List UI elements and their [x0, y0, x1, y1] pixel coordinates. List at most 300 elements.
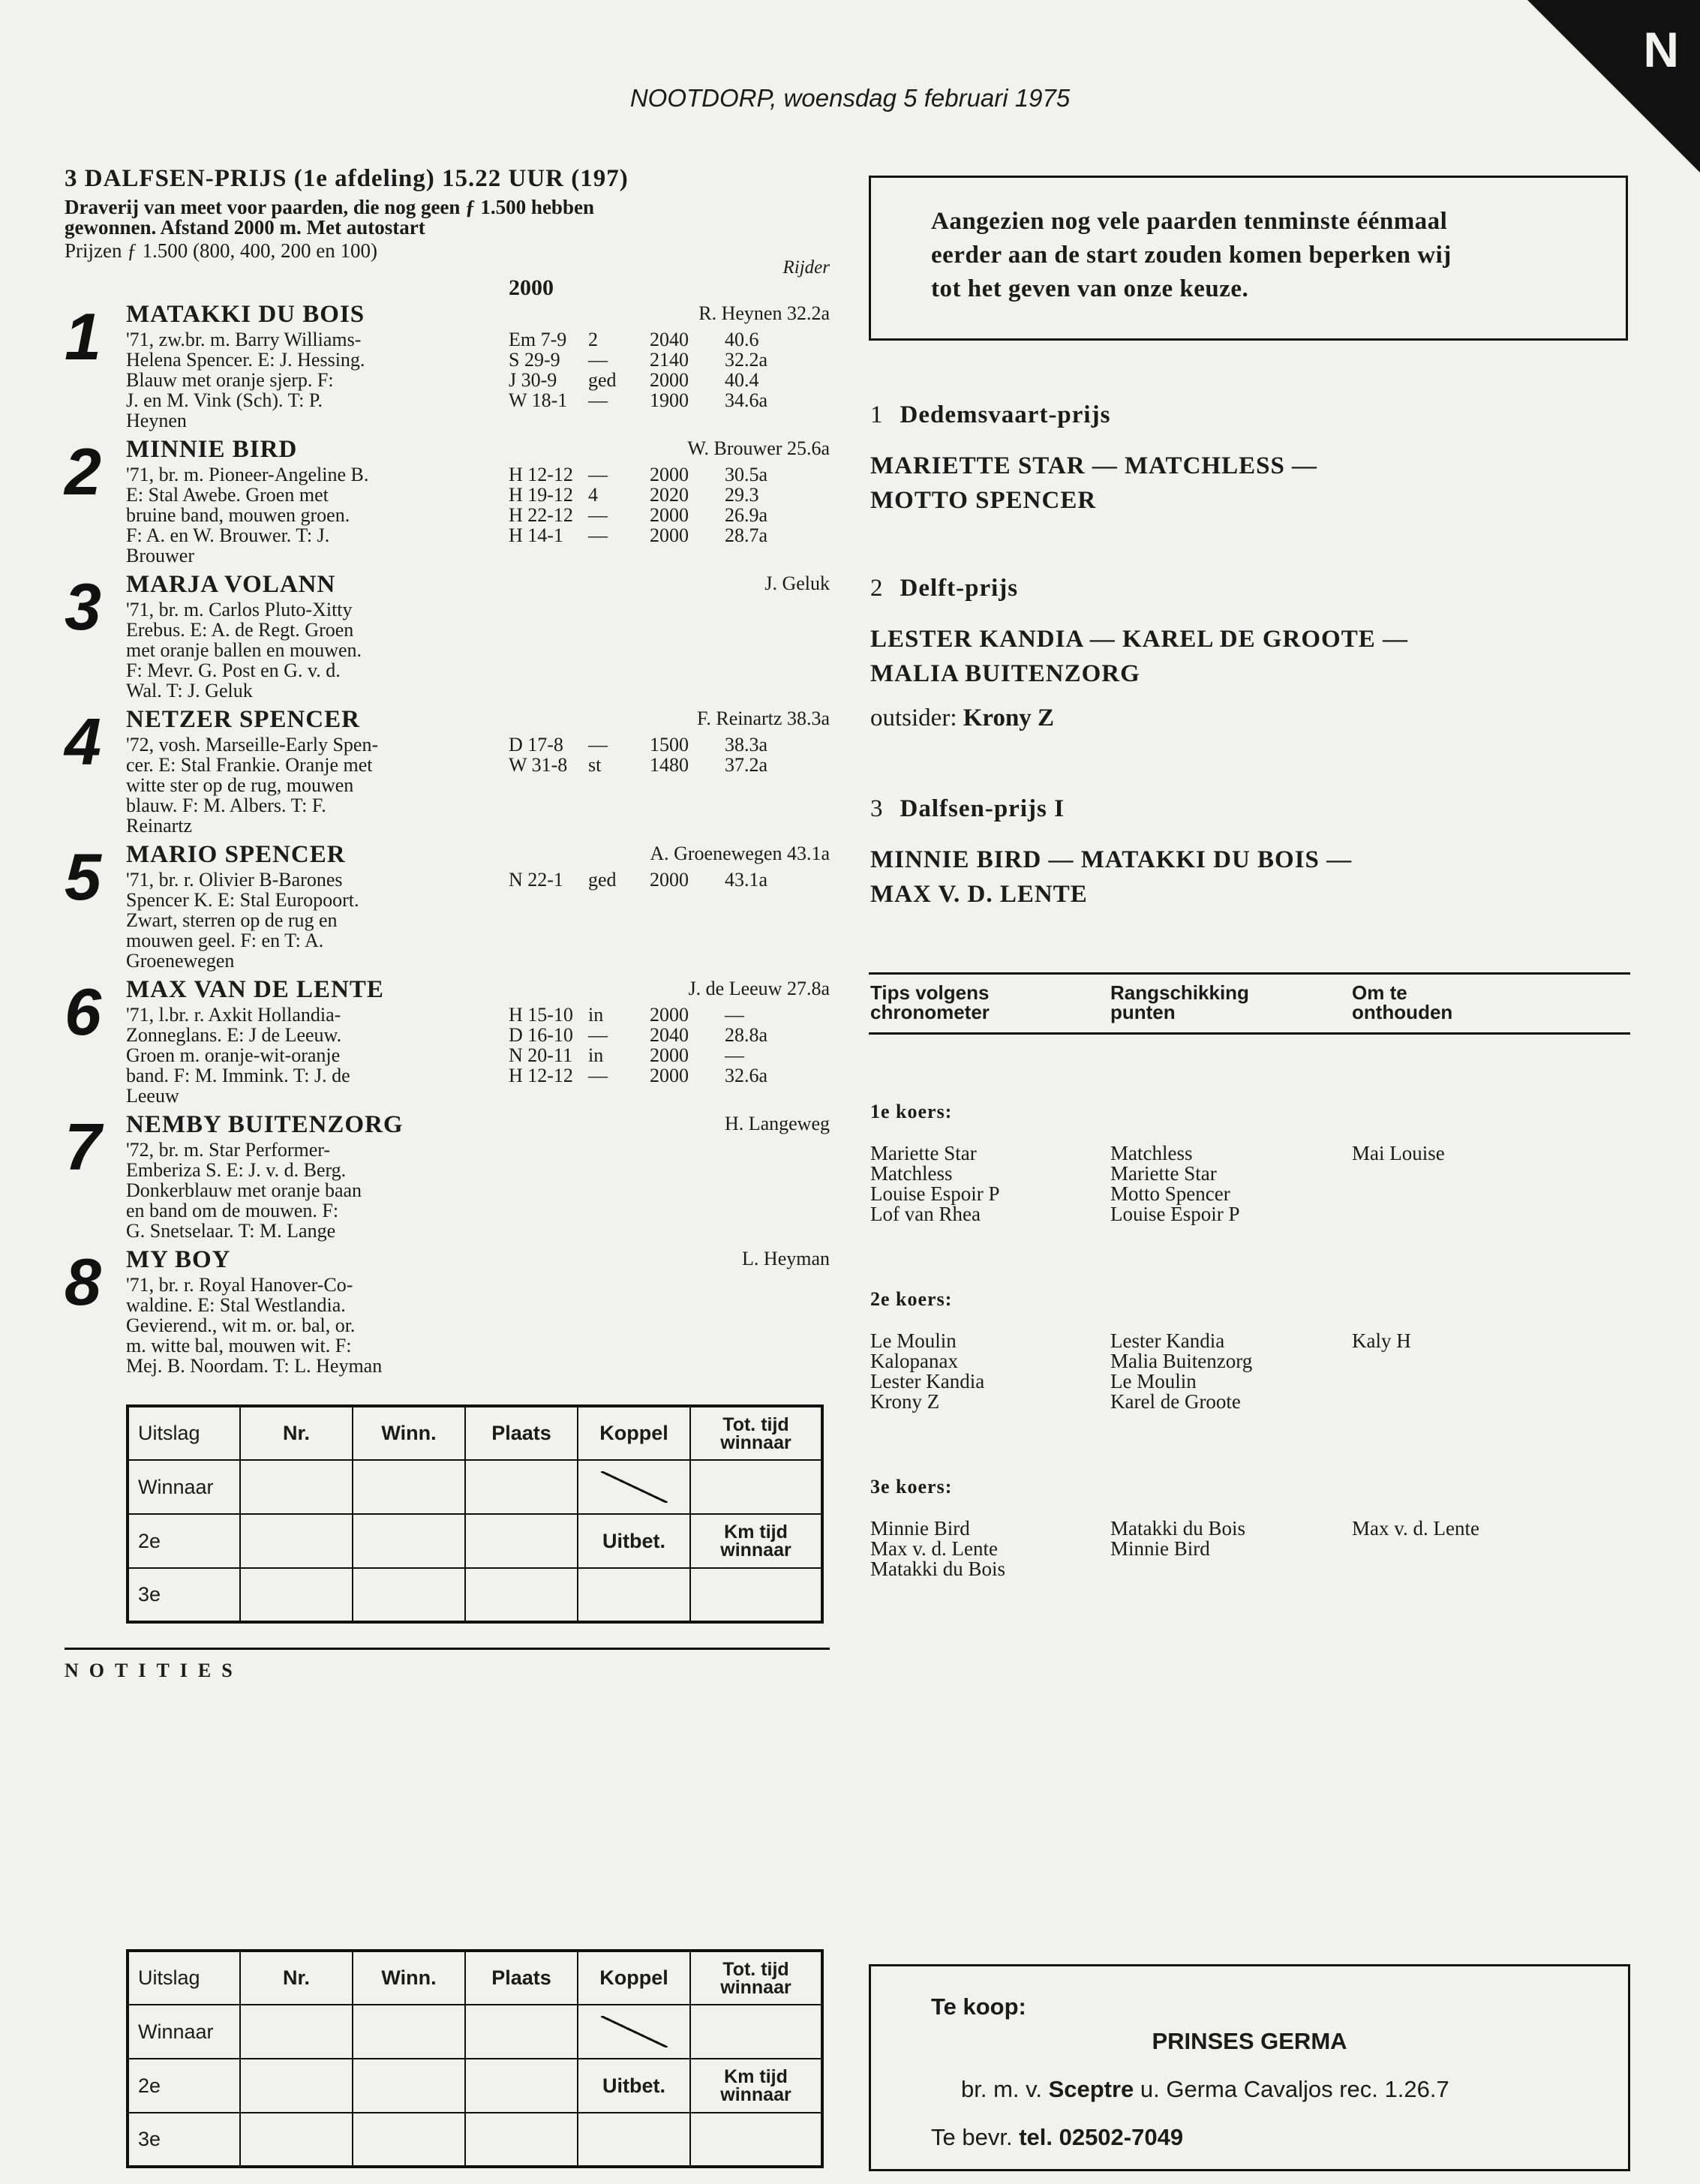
cell — [465, 1514, 578, 1568]
run-cell: — — [588, 1024, 608, 1046]
cell — [690, 1460, 822, 1514]
horse-runs — [509, 735, 830, 775]
horse-number: 7 — [65, 1110, 101, 1184]
tips-header-line: Om te — [1352, 981, 1407, 1004]
selection-name: Dedemsvaart-prijs — [900, 401, 1111, 428]
cell — [465, 1568, 578, 1622]
advertisement-box — [869, 1964, 1630, 2171]
horse-entry — [65, 571, 830, 706]
koers-title: 2e koers: — [870, 1288, 953, 1310]
run-cell: 32.2a — [725, 349, 768, 371]
horse-description-line: Helena Spencer. E: J. Hessing. — [126, 349, 365, 371]
horse-description-line: cer. E: Stal Frankie. Oranje met — [126, 754, 373, 776]
run-cell: W 31-8 — [509, 754, 568, 776]
tips-chronometer — [870, 1519, 1005, 1579]
selection-title — [870, 401, 1628, 429]
horse-description-line: Leeuw — [126, 1085, 179, 1107]
col-winn: Winn. — [353, 1951, 465, 2005]
horse-description-line: '71, br. m. Pioneer-Angeline B. — [126, 464, 369, 485]
run-cell: — — [588, 734, 608, 756]
horse-number: 2 — [65, 434, 101, 509]
selection-pick: LESTER KANDIA — KAREL DE GROOTE — — [870, 626, 1408, 653]
horse-description-line: '71, br. r. Olivier B-Barones — [126, 869, 343, 891]
tip-horse: Louise Espoir P — [1110, 1203, 1240, 1225]
run-row — [509, 1025, 830, 1045]
run-cell: 40.4 — [725, 369, 759, 391]
ad-text: br. m. v. — [961, 2076, 1049, 2102]
horse-entry — [65, 976, 830, 1111]
run-row — [509, 350, 830, 370]
horse-rider: H. Langeweg — [724, 1113, 830, 1134]
horse-rider: F. Reinartz 38.3a — [697, 707, 830, 729]
ad-contact — [931, 2124, 1183, 2151]
run-row — [509, 1045, 830, 1065]
run-cell: 4 — [588, 484, 598, 506]
run-cell: 30.5a — [725, 464, 768, 485]
run-row — [509, 370, 830, 390]
col-nr: Nr. — [240, 1951, 353, 2005]
row-3e: 3e — [128, 1568, 240, 1622]
tip-horse: Matchless — [1110, 1142, 1193, 1164]
col-nr: Nr. — [240, 1406, 353, 1460]
run-row — [509, 390, 830, 410]
tips-onthouden — [1352, 1331, 1411, 1351]
cell — [465, 2059, 578, 2113]
tips-header-chronometer — [870, 983, 990, 1022]
horse-description-line: '72, vosh. Marseille-Early Spen- — [126, 734, 379, 756]
run-cell: — — [588, 349, 608, 371]
horse-number: 6 — [65, 975, 101, 1049]
run-row — [509, 464, 830, 485]
uitbet-label: Uitbet. — [578, 1514, 690, 1568]
horse-description-line: Groenewegen — [126, 950, 235, 972]
divider — [869, 1032, 1630, 1035]
race-program — [65, 165, 830, 1381]
run-cell: 1900 — [650, 389, 689, 411]
cell — [240, 1568, 353, 1622]
tips-header-line: chronometer — [870, 1001, 990, 1023]
horse-entry — [65, 1246, 830, 1381]
horse-description-line: F: A. en W. Brouwer. T: J. — [126, 524, 330, 546]
run-cell: W 18-1 — [509, 389, 568, 411]
horse-description-line: Blauw met oranje sjerp. F: — [126, 369, 334, 391]
horse-description-line: Spencer K. E: Stal Europoort. — [126, 889, 359, 911]
row-3e: 3e — [128, 2113, 240, 2167]
run-cell: 29.3 — [725, 484, 759, 506]
horse-description-line: Emberiza S. E: J. v. d. Berg. — [126, 1159, 347, 1181]
horse-description-line: '71, zw.br. m. Barry Williams- — [126, 329, 362, 350]
horse-description-line: waldine. E: Stal Westlandia. — [126, 1294, 346, 1316]
col-uitslag: Uitslag — [128, 1406, 240, 1460]
cell — [465, 2005, 578, 2059]
koers-3 — [870, 1476, 1628, 1580]
horse-description-line: mouwen geel. F: en T: A. — [126, 930, 324, 951]
race-description-line: Draverij van meet voor paarden, die nog geen ƒ 1.500 hebben — [65, 196, 594, 218]
koppel-slash — [578, 1460, 690, 1514]
horse-number: 4 — [65, 704, 101, 779]
tip-horse: Matakki du Bois — [1110, 1517, 1245, 1540]
tips-header-punten — [1110, 983, 1249, 1022]
horse-description-line: bruine band, mouwen groen. — [126, 504, 350, 526]
ad-phone: tel. 02502-7049 — [1019, 2124, 1184, 2150]
horse-runs — [509, 870, 830, 890]
horse-description-line: en band om de mouwen. F: — [126, 1200, 339, 1221]
col-plaats: Plaats — [465, 1406, 578, 1460]
tips-punten — [1110, 1143, 1240, 1224]
notice-line: tot het geven van onze keuze. — [931, 275, 1249, 302]
run-cell: — — [588, 524, 608, 546]
horse-runs — [509, 329, 830, 410]
selection-number: 2 — [870, 575, 884, 602]
horse-description-line: Zonneglans. E: J de Leeuw. — [126, 1024, 342, 1046]
outsider — [870, 704, 1628, 732]
tip-horse: Matchless — [870, 1162, 953, 1185]
ad-heading: Te koop: — [931, 1993, 1026, 2020]
row-winnaar: Winnaar — [128, 2005, 240, 2059]
selection-name: Dalfsen-prijs I — [900, 795, 1065, 822]
run-cell: in — [588, 1044, 604, 1066]
run-cell: — — [588, 464, 608, 485]
horse-entry — [65, 841, 830, 976]
cell — [353, 2059, 465, 2113]
run-row — [509, 735, 830, 755]
row-winnaar: Winnaar — [128, 1460, 240, 1514]
cell — [578, 1568, 690, 1622]
run-cell: N 20-11 — [509, 1044, 572, 1066]
horse-entry — [65, 1111, 830, 1246]
race-description — [65, 197, 830, 238]
run-cell: 2 — [588, 329, 598, 350]
horse-description-line: '71, br. m. Carlos Pluto-Xitty — [126, 599, 353, 620]
cell — [578, 2113, 690, 2167]
tip-horse: Mariette Star — [870, 1142, 977, 1164]
horse-description-line: Heynen — [126, 410, 187, 431]
tip-horse: Krony Z — [870, 1390, 940, 1413]
ad-text: Te bevr. — [931, 2124, 1020, 2150]
result-table — [126, 1949, 824, 2168]
koers-title: 3e koers: — [870, 1476, 953, 1498]
horse-description-line: m. witte bal, mouwen wit. F: — [126, 1335, 352, 1356]
cell — [690, 2005, 822, 2059]
horse-description-line: Groen m. oranje-wit-oranje — [126, 1044, 341, 1066]
horse-rider: J. de Leeuw 27.8a — [688, 978, 830, 999]
selection-3 — [870, 795, 1628, 912]
horse-name: NEMBY BUITENZORG — [126, 1111, 404, 1138]
run-cell: 38.3a — [725, 734, 768, 756]
run-cell: 2000 — [650, 1044, 689, 1066]
horse-name: NETZER SPENCER — [126, 706, 360, 733]
col-plaats: Plaats — [465, 1951, 578, 2005]
horse-rider: R. Heynen 32.2a — [698, 302, 830, 324]
tip-horse: Matakki du Bois — [870, 1558, 1005, 1580]
koppel-slash — [578, 2005, 690, 2059]
run-cell: 2000 — [650, 869, 689, 891]
run-cell: Em 7-9 — [509, 329, 567, 350]
horse-description-line: E: Stal Awebe. Groen met — [126, 484, 329, 506]
tip-horse: Le Moulin — [870, 1329, 957, 1352]
run-cell: H 14-1 — [509, 524, 563, 546]
cell — [690, 1568, 822, 1622]
horse-description-line: Wal. T: J. Geluk — [126, 680, 253, 701]
selection-title — [870, 575, 1628, 602]
horse-runs — [509, 1005, 830, 1086]
horse-description-line: band. F: M. Immink. T: J. de — [126, 1065, 350, 1086]
horse-entry — [65, 301, 830, 436]
tip-horse: Kalopanax — [870, 1350, 958, 1372]
run-cell: H 12-12 — [509, 1065, 573, 1086]
run-cell: 2000 — [650, 1065, 689, 1086]
horse-runs — [509, 464, 830, 545]
horse-entry — [65, 706, 830, 841]
horse-description — [126, 1275, 576, 1376]
koers-2 — [870, 1288, 1628, 1413]
run-cell: 2000 — [650, 1004, 689, 1026]
col-tot-tijd: Tot. tijd winnaar — [690, 1406, 822, 1460]
horse-number: 5 — [65, 840, 101, 914]
selection-pick: MINNIE BIRD — MATAKKI DU BOIS — — [870, 846, 1353, 873]
ad-horse-name: PRINSES GERMA — [1152, 2028, 1347, 2054]
run-cell: 40.6 — [725, 329, 759, 350]
horse-description-line: G. Snetselaar. T: M. Lange — [126, 1220, 336, 1242]
tip-horse: Malia Buitenzorg — [1110, 1350, 1253, 1372]
selection-number: 1 — [870, 401, 884, 428]
run-cell: H 12-12 — [509, 464, 573, 485]
run-cell: 28.7a — [725, 524, 768, 546]
uitbet-label: Uitbet. — [578, 2059, 690, 2113]
cell — [240, 2059, 353, 2113]
run-row — [509, 870, 830, 890]
run-cell: — — [588, 389, 608, 411]
run-cell: 43.1a — [725, 869, 768, 891]
horse-name: MAX VAN DE LENTE — [126, 976, 384, 1003]
col-koppel: Koppel — [578, 1951, 690, 2005]
selection-name: Delft-prijs — [900, 575, 1019, 602]
tip-horse: Minnie Bird — [1110, 1537, 1210, 1560]
col-tot-tijd: Tot. tijd winnaar — [690, 1951, 822, 2005]
selection-number: 3 — [870, 795, 884, 822]
selection-pick: MOTTO SPENCER — [870, 487, 1097, 514]
rider-column-label: Rijder — [782, 257, 830, 278]
run-row — [509, 1005, 830, 1025]
horse-number: 8 — [65, 1245, 101, 1319]
horse-name: MARJA VOLANN — [126, 571, 336, 598]
tips-punten — [1110, 1519, 1245, 1559]
run-cell: 26.9a — [725, 504, 768, 526]
col-uitslag: Uitslag — [128, 1951, 240, 2005]
run-cell: S 29-9 — [509, 349, 560, 371]
run-row — [509, 329, 830, 350]
ad-sire: Sceptre — [1048, 2076, 1134, 2102]
run-cell: 32.6a — [725, 1065, 768, 1086]
run-cell: 28.8a — [725, 1024, 768, 1046]
ad-text: u. Germa Cavaljos rec. 1.26.7 — [1134, 2076, 1449, 2102]
run-cell: H 15-10 — [509, 1004, 573, 1026]
run-cell: 1500 — [650, 734, 689, 756]
selection-pick: MAX V. D. LENTE — [870, 881, 1088, 908]
run-cell: — — [725, 1004, 744, 1026]
selection-title — [870, 795, 1628, 823]
ad-pedigree — [961, 2076, 1449, 2103]
selection-1 — [870, 401, 1628, 518]
notes-heading: NOTITIES — [65, 1660, 243, 1681]
run-cell: st — [588, 754, 602, 776]
horse-number: 3 — [65, 569, 101, 644]
koers-1 — [870, 1101, 1628, 1225]
tip-horse: Minnie Bird — [870, 1517, 970, 1540]
horse-description-line: Brouwer — [126, 545, 194, 566]
km-tijd-label: Km tijd winnaar — [690, 2059, 822, 2113]
horse-entry — [65, 436, 830, 571]
horse-name: MINNIE BIRD — [126, 436, 298, 463]
divider — [869, 972, 1630, 975]
horse-description-line: Zwart, sterren op de rug en — [126, 909, 338, 931]
page-header: NOOTDORP, woensdag 5 februari 1975 — [629, 84, 1071, 112]
run-row — [509, 505, 830, 525]
run-cell: — — [588, 1065, 608, 1086]
cell — [690, 2113, 822, 2167]
tip-horse: Mariette Star — [1110, 1162, 1217, 1185]
tips-header-line: Tips volgens — [870, 981, 990, 1004]
run-cell: D 17-8 — [509, 734, 563, 756]
cell — [353, 1568, 465, 1622]
run-cell: ged — [588, 369, 617, 391]
horse-description-line: Erebus. E: A. de Regt. Groen — [126, 619, 354, 641]
run-cell: in — [588, 1004, 604, 1026]
result-table — [126, 1404, 824, 1624]
tips-header-line: onthouden — [1352, 1001, 1453, 1023]
race-distance: 2000 — [509, 275, 554, 300]
run-cell: 2040 — [650, 1024, 689, 1046]
row-2e: 2e — [128, 1514, 240, 1568]
run-cell: — — [725, 1044, 744, 1066]
outsider-label: outsider: — [870, 704, 957, 732]
tip-horse: Max v. d. Lente — [1352, 1517, 1479, 1540]
cell — [240, 1460, 353, 1514]
horse-rider: J. Geluk — [764, 572, 830, 594]
horse-description-line: Mej. B. Noordam. T: L. Heyman — [126, 1355, 383, 1377]
horse-description-line: blauw. F: M. Albers. T: F. — [126, 795, 326, 816]
horse-description-line: '71, br. r. Royal Hanover-Co- — [126, 1274, 353, 1296]
tip-horse: Lof van Rhea — [870, 1203, 981, 1225]
tips-header-onthouden — [1352, 983, 1452, 1022]
horse-name: MARIO SPENCER — [126, 841, 346, 868]
run-cell: H 19-12 — [509, 484, 573, 506]
run-row — [509, 525, 830, 545]
run-cell: 2000 — [650, 464, 689, 485]
horse-rider: A. Groenewegen 43.1a — [650, 843, 830, 864]
run-cell: 1480 — [650, 754, 689, 776]
cell — [240, 2113, 353, 2167]
horse-description-line: F: Mevr. G. Post en G. v. d. — [126, 659, 341, 681]
tip-horse: Le Moulin — [1110, 1370, 1197, 1392]
tip-horse: Max v. d. Lente — [870, 1537, 998, 1560]
horse-description — [126, 1140, 576, 1241]
cell — [353, 1460, 465, 1514]
tips-chronometer — [870, 1331, 984, 1412]
notice-line: Aangezien nog vele paarden tenminste éénmaal — [931, 208, 1448, 235]
notice-line: eerder aan de start zouden komen beperken wij — [931, 242, 1452, 269]
run-cell: 2000 — [650, 504, 689, 526]
tip-horse: Louise Espoir P — [870, 1182, 1000, 1205]
cell — [353, 2113, 465, 2167]
tip-horse: Lester Kandia — [1110, 1329, 1225, 1352]
tips-onthouden — [1352, 1143, 1445, 1164]
selection-pick: MALIA BUITENZORG — [870, 660, 1140, 687]
run-row — [509, 1065, 830, 1086]
run-cell: D 16-10 — [509, 1024, 573, 1046]
run-cell: 37.2a — [725, 754, 768, 776]
tip-horse: Motto Spencer — [1110, 1182, 1230, 1205]
run-row — [509, 755, 830, 775]
run-cell: ged — [588, 869, 617, 891]
col-koppel: Koppel — [578, 1406, 690, 1460]
race-description-line: gewonnen. Afstand 2000 m. Met autostart — [65, 216, 425, 239]
col-winn: Winn. — [353, 1406, 465, 1460]
corner-letter: N — [1643, 22, 1679, 77]
run-cell: — — [588, 504, 608, 526]
cell — [353, 2005, 465, 2059]
cell — [465, 2113, 578, 2167]
race-title: 3 DALFSEN-PRIJS (1e afdeling) 15.22 UUR (197) — [65, 165, 629, 192]
km-tijd-label: Km tijd winnaar — [690, 1514, 822, 1568]
cell — [465, 1460, 578, 1514]
horse-description-line: Reinartz — [126, 815, 193, 837]
row-2e: 2e — [128, 2059, 240, 2113]
run-cell: 2140 — [650, 349, 689, 371]
tip-horse: Lester Kandia — [870, 1370, 985, 1392]
horse-description-line: Gevierend., wit m. or. bal, or. — [126, 1314, 356, 1336]
race-prize: Prijzen ƒ 1.500 (800, 400, 200 en 100) — [65, 239, 377, 262]
horse-description-line: Donkerblauw met oranje baan — [126, 1179, 362, 1201]
run-cell: 2020 — [650, 484, 689, 506]
tips-punten — [1110, 1331, 1252, 1412]
horse-description-line: met oranje ballen en mouwen. — [126, 639, 362, 661]
horse-name: MY BOY — [126, 1246, 231, 1273]
notice-box — [869, 176, 1628, 341]
horse-description-line: witte ster op de rug, mouwen — [126, 774, 354, 796]
tip-horse: Mai Louise — [1352, 1142, 1445, 1164]
horse-description — [126, 599, 576, 701]
selection-2 — [870, 575, 1628, 732]
cell — [240, 1514, 353, 1568]
horse-description-line: J. en M. Vink (Sch). T: P. — [126, 389, 323, 411]
run-cell: 34.6a — [725, 389, 768, 411]
run-row — [509, 485, 830, 505]
divider — [65, 1648, 830, 1650]
run-cell: H 22-12 — [509, 504, 573, 526]
outsider-value: Krony Z — [963, 704, 1055, 732]
run-cell: J 30-9 — [509, 369, 557, 391]
cell — [353, 1514, 465, 1568]
run-cell: 2000 — [650, 369, 689, 391]
run-cell: N 22-1 — [509, 869, 563, 891]
koers-title: 1e koers: — [870, 1101, 953, 1122]
horse-description-line: '71, l.br. r. Axkit Hollandia- — [126, 1004, 341, 1026]
selection-pick: MARIETTE STAR — MATCHLESS — — [870, 452, 1318, 479]
horse-name: MATAKKI DU BOIS — [126, 301, 365, 328]
run-cell: 2000 — [650, 524, 689, 546]
cell — [240, 2005, 353, 2059]
tip-horse: Karel de Groote — [1110, 1390, 1241, 1413]
tips-header-line: punten — [1110, 1001, 1176, 1023]
horse-list — [65, 301, 830, 1381]
tips-chronometer — [870, 1143, 1000, 1224]
tips-onthouden — [1352, 1519, 1479, 1539]
horse-number: 1 — [65, 299, 101, 374]
horse-description-line: '72, br. m. Star Performer- — [126, 1139, 331, 1161]
tips-header-line: Rangschikking — [1110, 981, 1249, 1004]
horse-rider: W. Brouwer 25.6a — [687, 437, 830, 459]
